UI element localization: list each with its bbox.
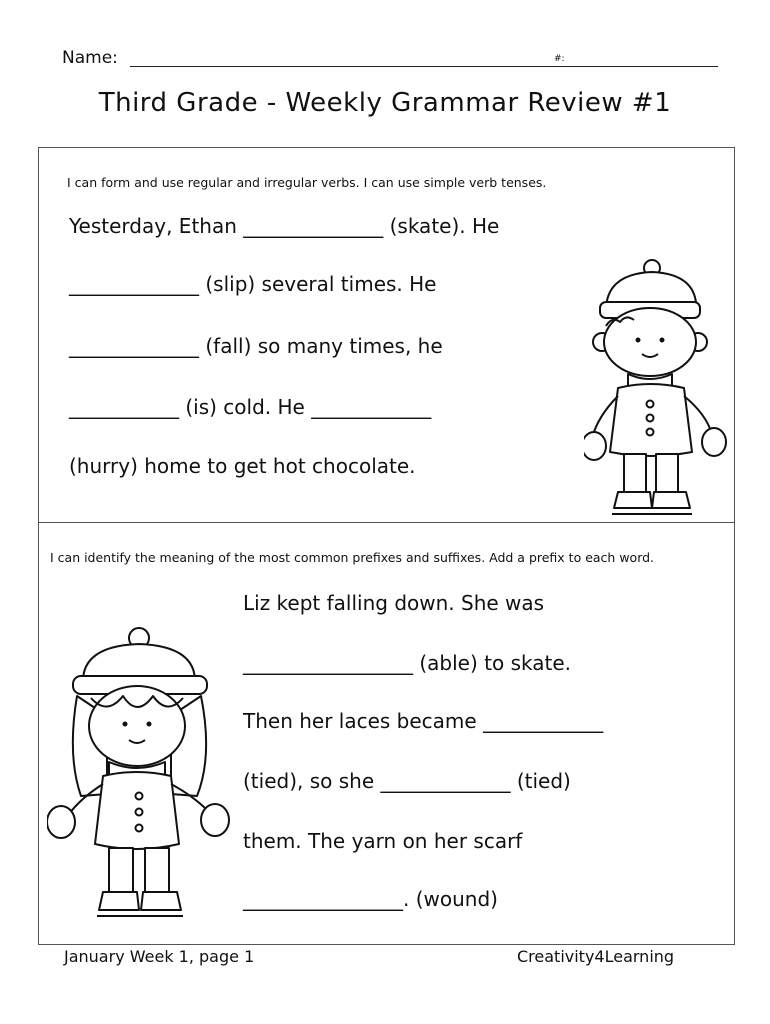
name-field[interactable] bbox=[130, 66, 610, 67]
footer-brand: Creativity4Learning bbox=[517, 947, 675, 966]
section2-line-2: _________________ (able) to skate. bbox=[243, 651, 571, 675]
section2-line-1: Liz kept falling down. She was bbox=[243, 591, 545, 615]
page-title: Third Grade - Weekly Grammar Review #1 bbox=[98, 88, 672, 118]
section1-line-5: (hurry) home to get hot chocolate. bbox=[69, 454, 416, 478]
section2-line-6: ________________. (wound) bbox=[243, 887, 498, 911]
name-row bbox=[62, 48, 722, 72]
name-label: Name: bbox=[62, 48, 118, 68]
section1-line-4: ___________ (is) cold. He ____________ bbox=[69, 395, 432, 419]
boy-skater-icon bbox=[584, 256, 734, 521]
section1-line-1: Yesterday, Ethan ______________ (skate). He bbox=[69, 214, 500, 238]
section2-instruction: I can identify the meaning of the most common prefixes and suffixes. Add a prefix to each word. bbox=[50, 550, 655, 565]
girl-skater-icon bbox=[47, 626, 237, 926]
section2-line-4: (tied), so she _____________ (tied) bbox=[243, 769, 571, 793]
verb-tense-section bbox=[38, 147, 735, 523]
section1-line-2: _____________ (slip) several times. He bbox=[69, 272, 437, 296]
section1-instruction: I can form and use regular and irregular verbs. I can use simple verb tenses. bbox=[67, 175, 547, 190]
section2-line-5: them. The yarn on her scarf bbox=[243, 829, 523, 853]
section2-line-3: Then her laces became ____________ bbox=[243, 709, 604, 733]
section1-line-3: _____________ (fall) so many times, he bbox=[69, 334, 443, 358]
number-label: #: bbox=[554, 54, 565, 64]
footer-page-info: January Week 1, page 1 bbox=[64, 947, 255, 966]
prefix-section bbox=[38, 521, 735, 945]
number-field[interactable] bbox=[568, 66, 718, 67]
